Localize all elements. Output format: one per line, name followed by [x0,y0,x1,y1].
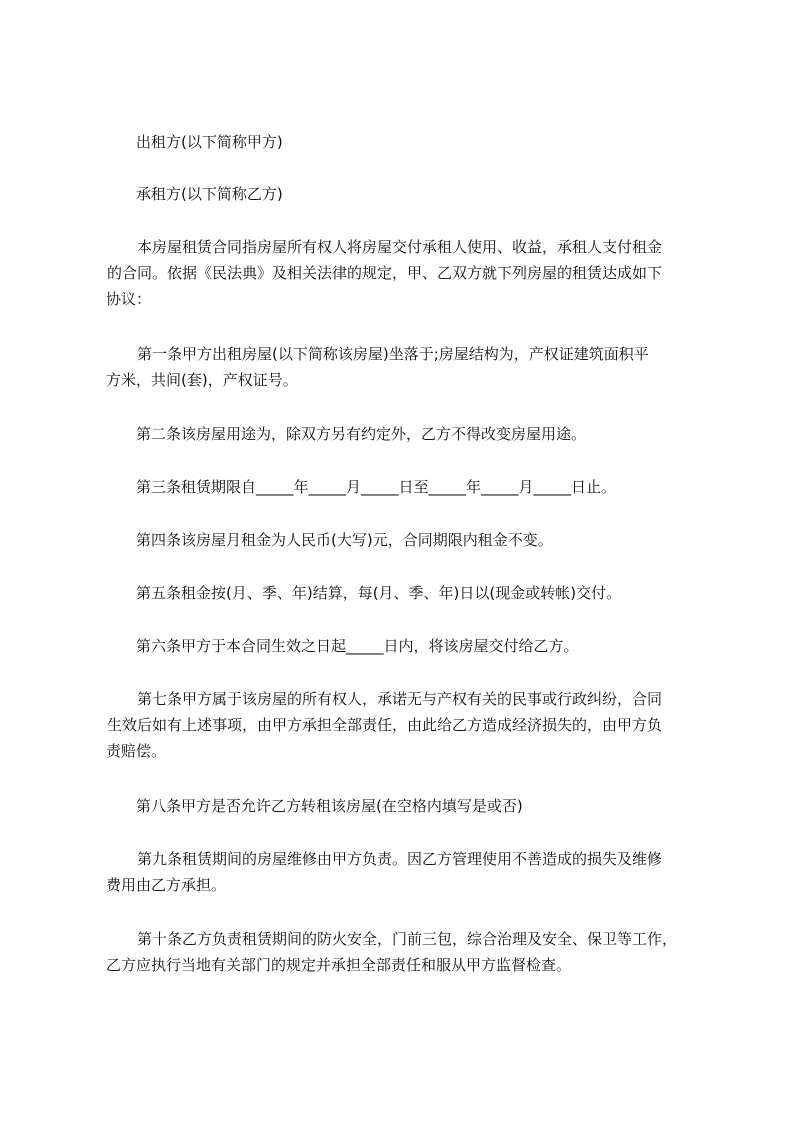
text-line: 生效后如有上述事项，由甲方承担全部责任，由此给乙方造成经济损失的，由甲方负 [107,716,663,734]
paragraph-article-10 [106,926,677,978]
paragraph-lessee [136,181,283,207]
text-line: 的合同。依据《民法典》及相关法律的规定，甲、乙双方就下列房屋的租赁达成如下 [107,264,663,282]
text-line: 第一条甲方出租房屋(以下简称该房屋)坐落于;房屋结构为，产权证建筑面积平 [137,345,649,363]
text-line: 责赔偿。 [106,742,167,760]
paragraph-article-5 [136,580,621,606]
text-line: 第四条该房屋月租金为人民币(大写)元，合同期限内租金不变。 [136,531,553,549]
text-line: 第七条甲方属于该房屋的所有权人，承诺无与产权有关的民事或行政纠纷，合同 [137,690,663,708]
text-line: 第五条租金按(月、季、年)结算，每(月、季、年)日以(现金或转帐)交付。 [136,584,622,602]
paragraph-article-4 [136,527,553,553]
text-line: 承租方(以下简称乙方) [136,185,283,203]
text-line: 本房屋租赁合同指房屋所有权人将房屋交付承租人使用、收益，承租人支付租金 [137,238,663,256]
paragraph-article-8 [136,793,523,819]
text-line: 第八条甲方是否允许乙方转租该房屋(在空格内填写是或否) [136,797,523,815]
paragraph-article-1 [106,341,649,393]
text-line: 协议： [106,290,152,308]
text-line: 第九条租赁期间的房屋维修由甲方负责。因乙方管理使用不善造成的损失及维修 [137,850,663,868]
text-line: 第六条甲方于本合同生效之日起_____日内，将该房屋交付给乙方。 [136,637,579,655]
text-line: 出租方(以下简称甲方) [136,133,283,151]
paragraph-article-9 [106,846,662,898]
paragraph-article-6 [136,633,579,659]
text-line: 第三条租赁期限自_____年_____月_____日至_____年_____月_____日止。 [136,478,617,496]
paragraph-article-2 [136,421,586,447]
text-line: 费用由乙方承担。 [106,876,227,894]
text-line: 第二条该房屋用途为，除双方另有约定外，乙方不得改变房屋用途。 [136,425,587,443]
text-line: 乙方应执行当地有关部门的规定并承担全部责任和服从甲方监督检查。 [106,956,572,974]
paragraph-article-7 [106,686,662,764]
paragraph-article-3 [136,474,616,500]
text-line: 方米，共间(套)，产权证号。 [106,371,298,389]
paragraph-preamble [106,234,662,312]
text-line: 第十条乙方负责租赁期间的防火安全，门前三包，综合治理及安全、保卫等工作， [137,930,678,948]
paragraph-lessor [136,129,283,155]
